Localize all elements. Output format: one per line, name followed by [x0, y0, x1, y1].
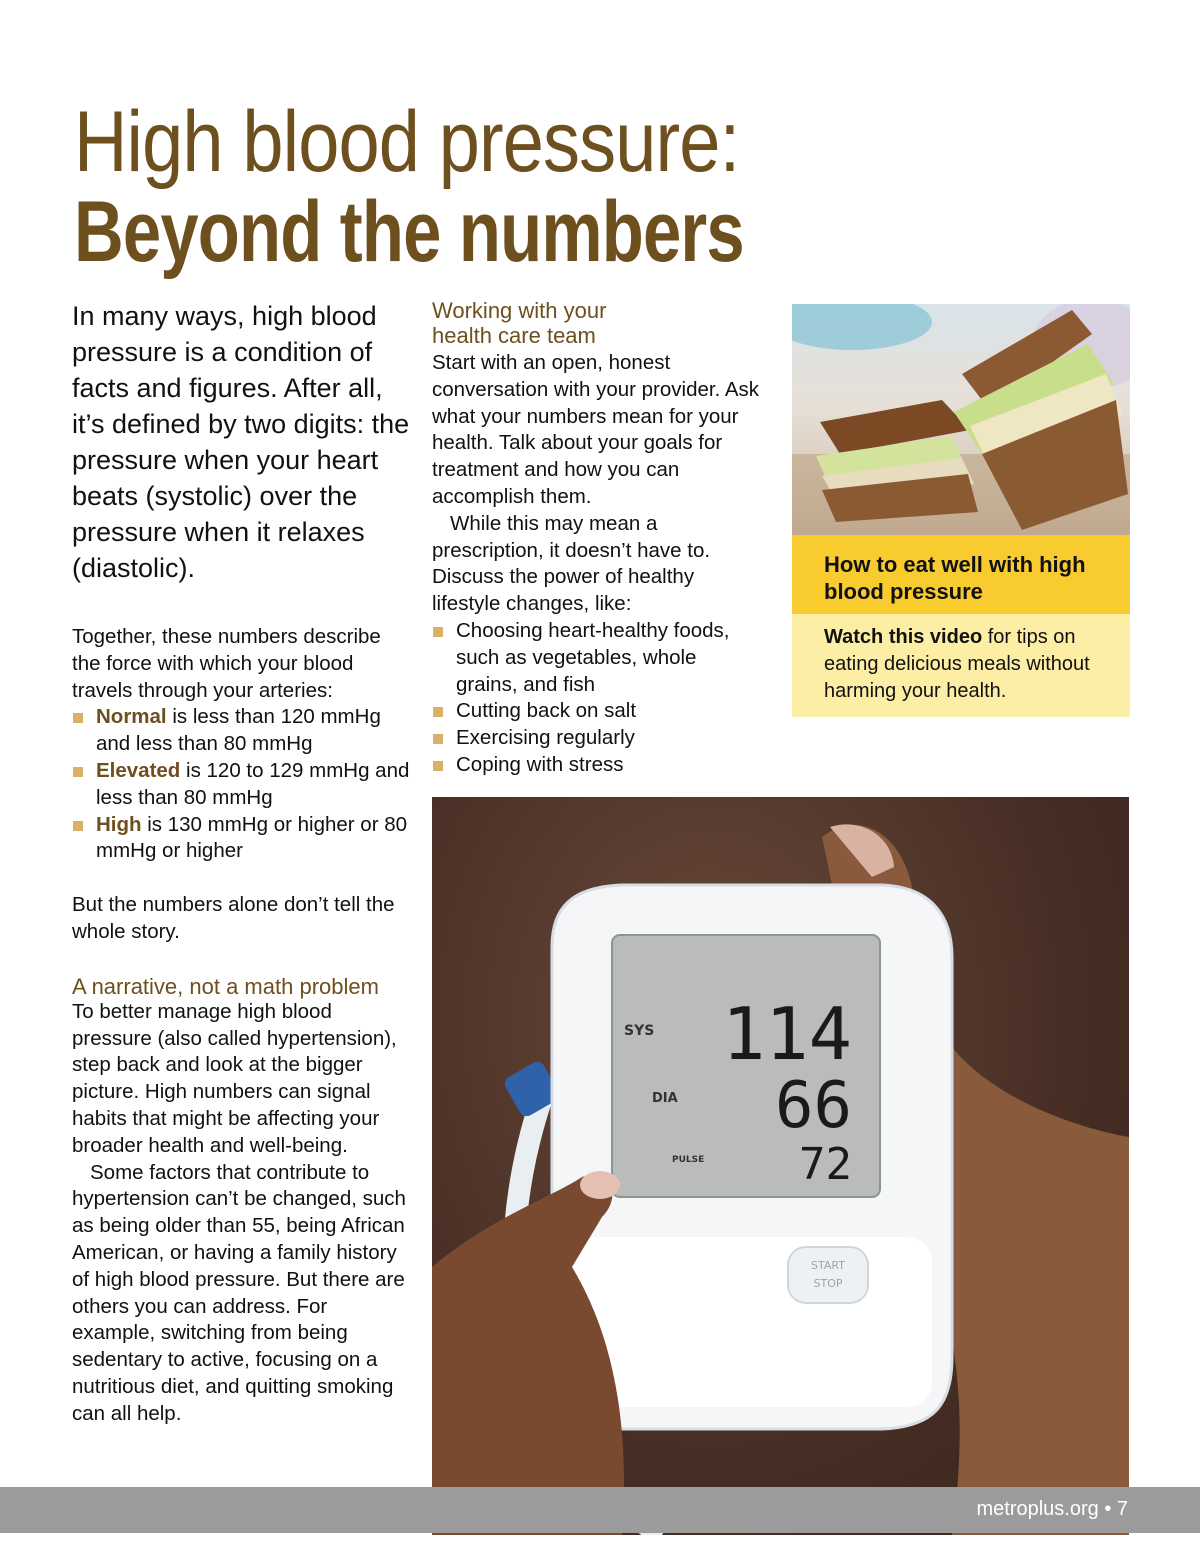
- list-item: Choosing heart-healthy foods, such as vegetables, whole grains, and fish: [432, 618, 762, 698]
- list-item: [72, 704, 412, 758]
- list-item: Coping with stress: [432, 752, 762, 779]
- page-title-line1: High blood pressure:: [74, 94, 740, 190]
- footer-page-label: metroplus.org • 7: [976, 1498, 1128, 1520]
- pulse-label: PULSE: [672, 1155, 705, 1165]
- sandwich-illustration: [792, 304, 1130, 535]
- lifestyle-changes-list: [432, 618, 762, 779]
- range-term: Elevated: [96, 758, 181, 782]
- intro-paragraph: Together, these numbers describe the force with which your blood travels through your arteries:: [72, 625, 381, 702]
- middle-column: [432, 298, 762, 779]
- after-paragraph: But the numbers alone don’t tell the whole story.: [72, 893, 395, 943]
- list-item: Exercising regularly: [432, 725, 762, 752]
- care-team-paragraph-2: While this may mean a prescription, it doesn’t have to. Discuss the power of healthy lifestyle changes, like:: [432, 511, 711, 616]
- blood-pressure-monitor-photo: [432, 797, 1129, 1535]
- video-callout-header: [792, 535, 1130, 614]
- narrative-paragraph-2: Some factors that contribute to hypertension can’t be changed, such as being older than 55, being African American, or having a family history of high blood pressure. But there are others you can address. For example, switching from being sedentary to active, focusing on a nutritious diet, and quitting smoking can all help.: [72, 1160, 406, 1425]
- start-stop-button: [788, 1247, 868, 1303]
- stop-label: STOP: [813, 1277, 843, 1290]
- systolic-reading: 114: [721, 992, 852, 1076]
- list-item: Cutting back on salt: [432, 698, 762, 725]
- video-callout-text: for tips on eating delicious meals without harming your health.: [824, 626, 1090, 702]
- range-text: is less than 120 mmHg and less than 80 mmHg: [96, 705, 381, 756]
- care-team-paragraph-1: Start with an open, honest conversation with your provider. Ask what your numbers mean for your health. Talk about your goals for treatment and how you can accomplish them.: [432, 351, 760, 508]
- range-term: High: [96, 812, 142, 836]
- range-term: Normal: [96, 705, 167, 729]
- start-label: START: [811, 1259, 845, 1272]
- left-column: [72, 298, 412, 1428]
- dia-label: DIA: [652, 1091, 678, 1106]
- watch-video-link[interactable]: Watch this video: [824, 626, 983, 648]
- range-text: is 120 to 129 mmHg and less than 80 mmHg: [96, 758, 410, 809]
- sys-label: SYS: [624, 1023, 655, 1039]
- section-heading: A narrative, not a math problem: [72, 973, 379, 999]
- section-heading: Working with your health care team: [432, 298, 607, 348]
- narrative-paragraph-1: To better manage high blood pressure (also called hypertension), step back and look at the bigger picture. High numbers can signal habits that might be affecting your broader health and well-being.: [72, 999, 397, 1157]
- bp-ranges-list: [72, 704, 412, 865]
- list-item: [72, 758, 412, 812]
- page-title-line2: Beyond the numbers: [74, 184, 744, 280]
- video-callout-body: [792, 614, 1130, 717]
- pulse-reading: 72: [799, 1139, 852, 1190]
- lead-paragraph: In many ways, high blood pressure is a condition of facts and figures. After all, it’s defined by two digits: the pressure when your heart beats (systolic) over the pressure when it relaxes (diastolic).: [72, 301, 410, 583]
- footer-bar: [0, 1487, 1200, 1533]
- monitor-illustration: [432, 797, 1129, 1535]
- list-item: [72, 812, 412, 866]
- sandwich-photo[interactable]: [792, 304, 1130, 535]
- video-callout-heading: How to eat well with high blood pressure: [824, 552, 1086, 604]
- range-text: is 130 mmHg or higher or 80 mmHg or higher: [96, 812, 408, 863]
- diastolic-reading: 66: [774, 1069, 852, 1143]
